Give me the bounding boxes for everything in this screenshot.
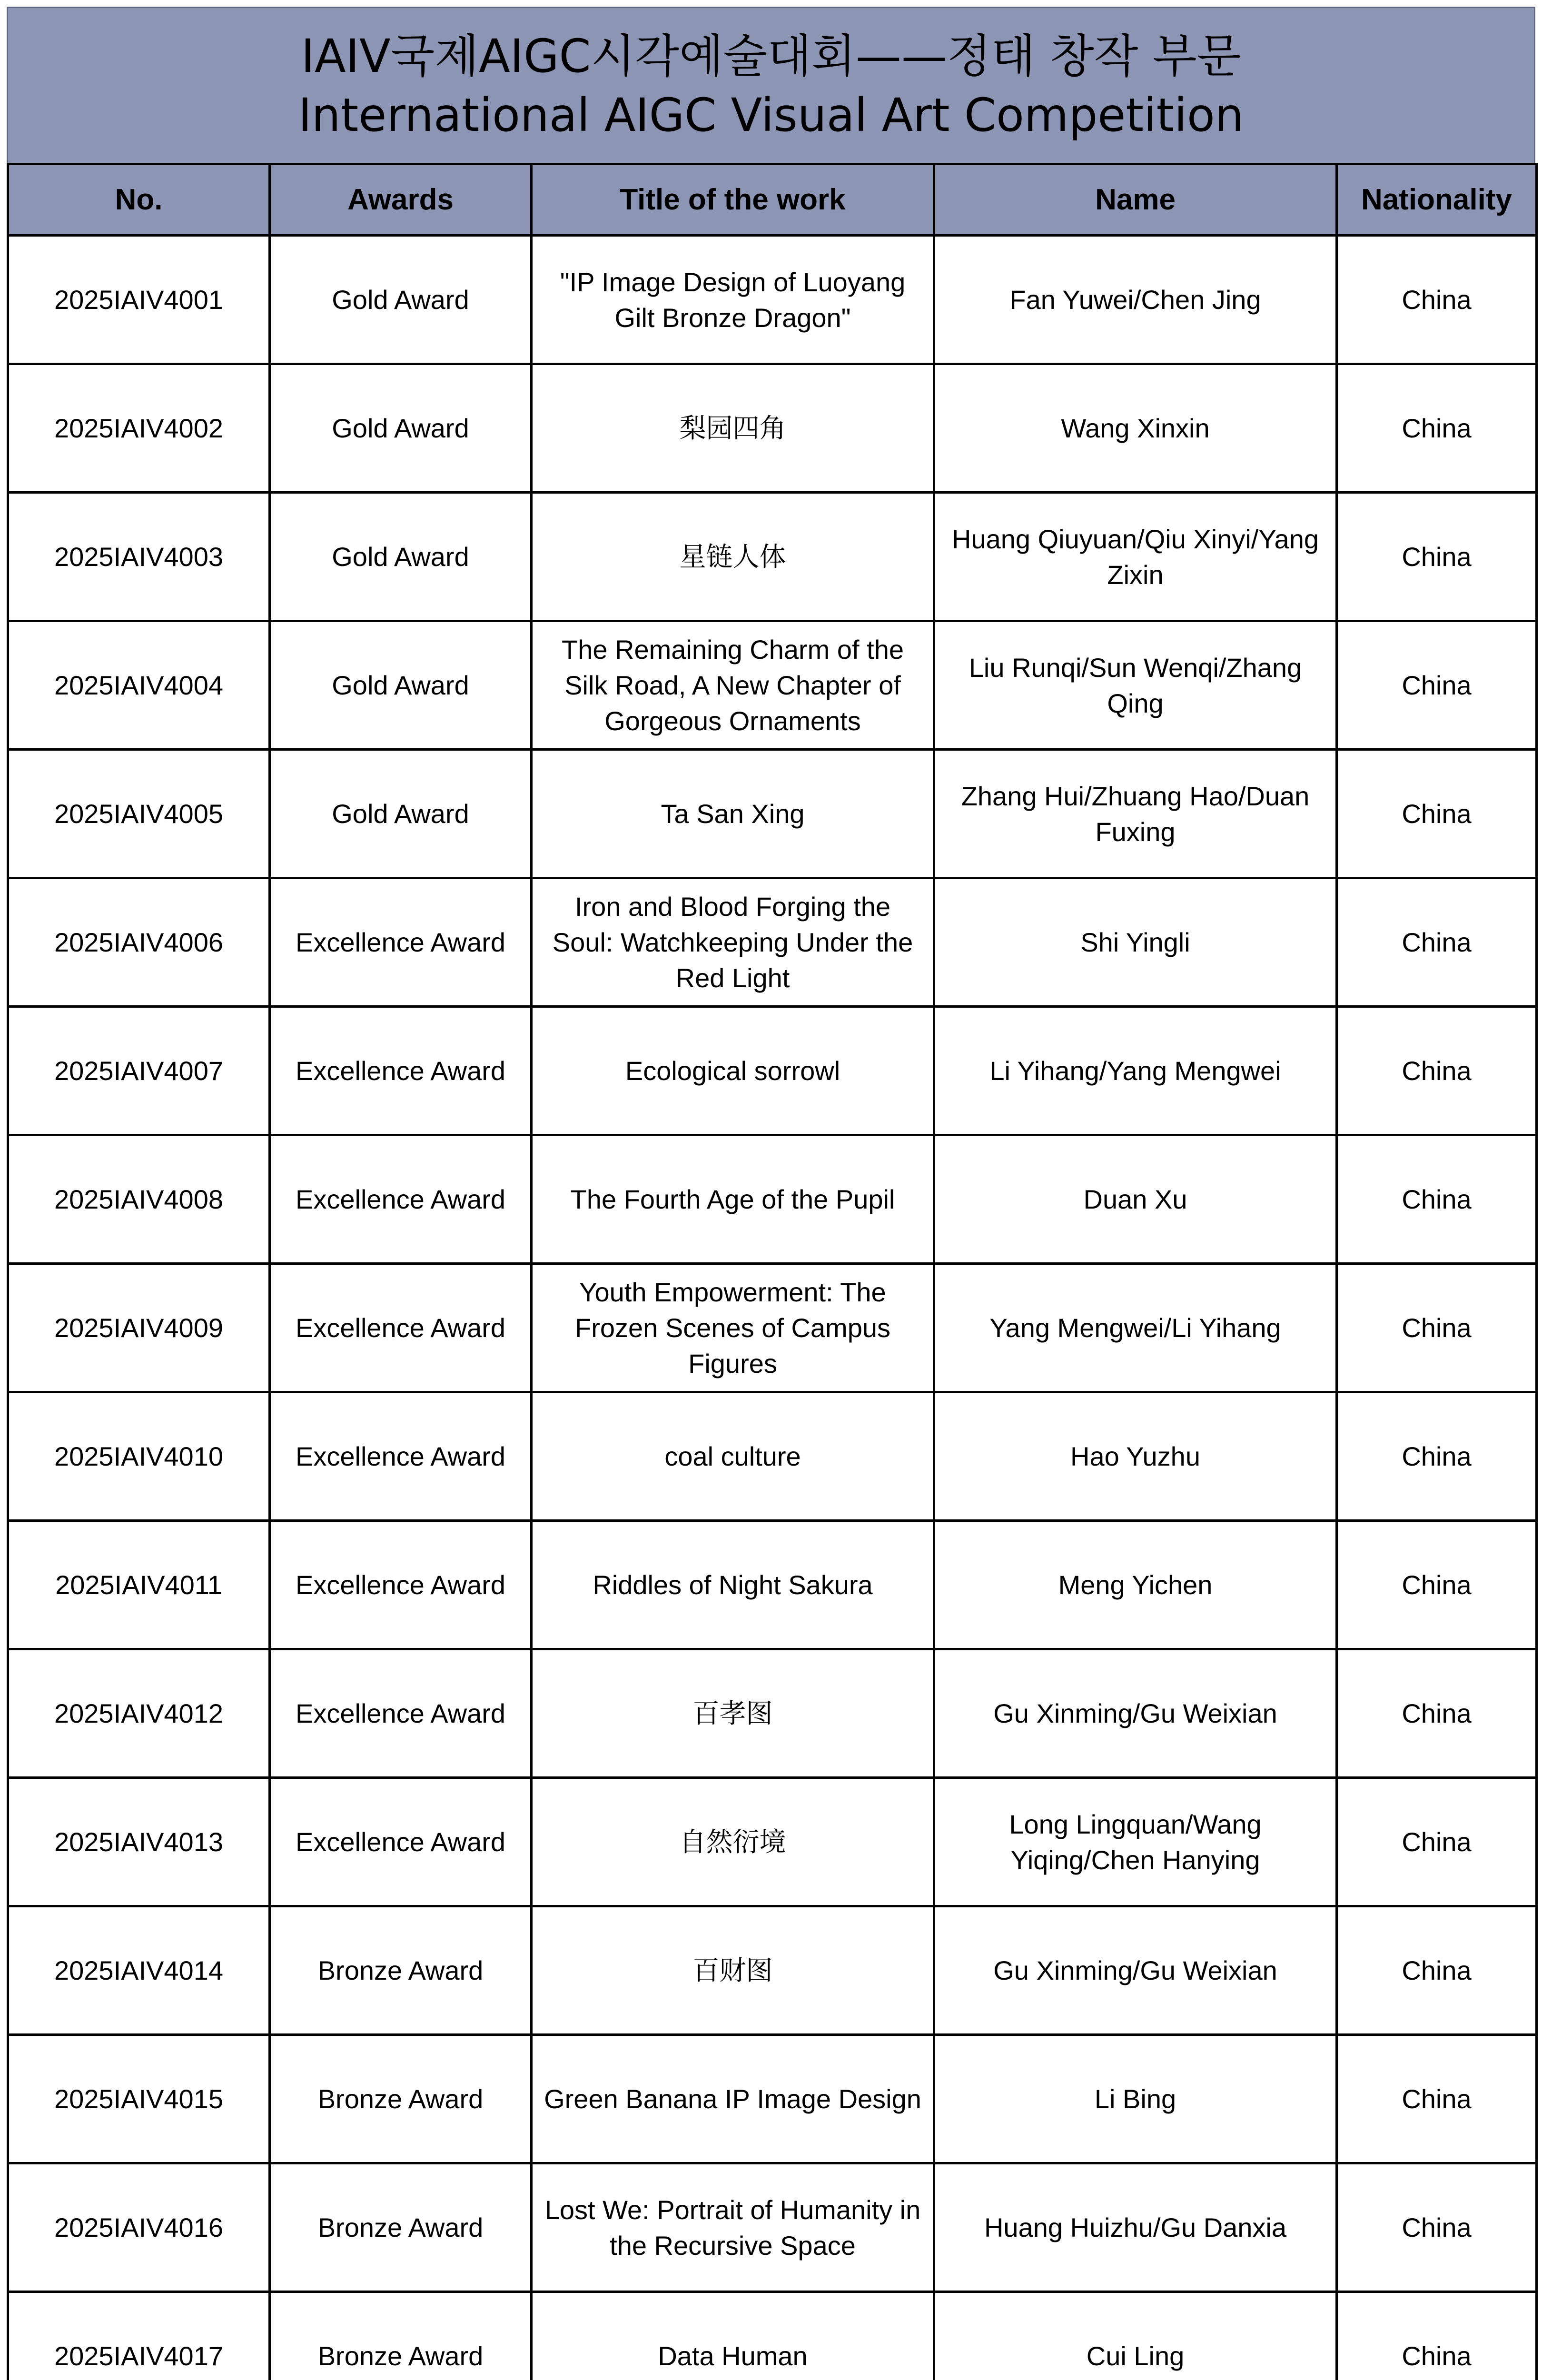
cell-nationality: China [1337,364,1537,493]
cell-name: Gu Xinming/Gu Weixian [934,1906,1337,2035]
table-row [8,1906,1537,2035]
cell-award: Gold Award [270,364,532,493]
cell-title: 梨园四角 [532,364,934,493]
cell-award: Excellence Award [270,1264,532,1392]
cell-title: Ta San Xing [532,750,934,878]
cell-nationality: China [1337,493,1537,621]
cell-name: Fan Yuwei/Chen Jing [934,236,1337,364]
cell-name: Long Lingquan/Wang Yiqing/Chen Hanying [934,1778,1337,1906]
table-row [8,878,1537,1007]
cell-award: Bronze Award [270,2163,532,2292]
cell-title: "IP Image Design of Luoyang Gilt Bronze Dragon" [532,236,934,364]
cell-title: Data Human [532,2292,934,2380]
award-list-page [7,7,1535,2380]
cell-nationality: China [1337,750,1537,878]
cell-no: 2025IAIV4008 [8,1135,270,1264]
column-header-title: Title of the work [532,164,934,236]
table-body [8,236,1537,2380]
cell-title: coal culture [532,1392,934,1521]
cell-nationality: China [1337,1135,1537,1264]
table-row [8,236,1537,364]
cell-name: Liu Runqi/Sun Wenqi/Zhang Qing [934,621,1337,750]
cell-name: Cui Ling [934,2292,1337,2380]
cell-name: Wang Xinxin [934,364,1337,493]
cell-name: Hao Yuzhu [934,1392,1337,1521]
column-header-nationality: Nationality [1337,164,1537,236]
table-row [8,750,1537,878]
cell-title: The Fourth Age of the Pupil [532,1135,934,1264]
cell-nationality: China [1337,878,1537,1007]
cell-no: 2025IAIV4016 [8,2163,270,2292]
cell-name: Meng Yichen [934,1521,1337,1649]
cell-nationality: China [1337,2035,1537,2163]
cell-no: 2025IAIV4006 [8,878,270,1007]
cell-title: 星链人体 [532,493,934,621]
cell-no: 2025IAIV4001 [8,236,270,364]
table-row [8,364,1537,493]
title-english: International AIGC Visual Art Competition [298,88,1244,142]
cell-no: 2025IAIV4010 [8,1392,270,1521]
table-row [8,1264,1537,1392]
cell-title: 百孝图 [532,1649,934,1778]
cell-nationality: China [1337,2292,1537,2380]
cell-award: Excellence Award [270,1135,532,1264]
cell-name: Yang Mengwei/Li Yihang [934,1264,1337,1392]
cell-name: Shi Yingli [934,878,1337,1007]
table-row [8,1649,1537,1778]
table-row [8,621,1537,750]
cell-award: Gold Award [270,621,532,750]
column-header-name: Name [934,164,1337,236]
cell-award: Excellence Award [270,878,532,1007]
cell-no: 2025IAIV4012 [8,1649,270,1778]
cell-no: 2025IAIV4003 [8,493,270,621]
cell-award: Excellence Award [270,1649,532,1778]
cell-title: 自然衍境 [532,1778,934,1906]
results-table [7,163,1538,2380]
table-row [8,1007,1537,1135]
cell-no: 2025IAIV4007 [8,1007,270,1135]
cell-title: Ecological sorrowl [532,1007,934,1135]
cell-no: 2025IAIV4002 [8,364,270,493]
cell-nationality: China [1337,2163,1537,2292]
title-korean: IAIV국제AIGC시각예술대회——정태 창작 부문 [301,29,1241,83]
cell-title: Riddles of Night Sakura [532,1521,934,1649]
cell-no: 2025IAIV4015 [8,2035,270,2163]
cell-no: 2025IAIV4009 [8,1264,270,1392]
cell-nationality: China [1337,1778,1537,1906]
cell-no: 2025IAIV4011 [8,1521,270,1649]
cell-nationality: China [1337,1906,1537,2035]
cell-name: Li Bing [934,2035,1337,2163]
cell-name: Huang Qiuyuan/Qiu Xinyi/Yang Zixin [934,493,1337,621]
cell-nationality: China [1337,236,1537,364]
cell-award: Excellence Award [270,1521,532,1649]
cell-award: Excellence Award [270,1007,532,1135]
cell-nationality: China [1337,1264,1537,1392]
cell-award: Excellence Award [270,1392,532,1521]
table-header [8,164,1537,236]
cell-award: Gold Award [270,236,532,364]
cell-no: 2025IAIV4013 [8,1778,270,1906]
table-row [8,2292,1537,2380]
cell-title: 百财图 [532,1906,934,2035]
table-row [8,493,1537,621]
cell-no: 2025IAIV4014 [8,1906,270,2035]
table-row [8,2163,1537,2292]
table-row [8,1521,1537,1649]
column-header-no: No. [8,164,270,236]
cell-award: Bronze Award [270,2035,532,2163]
cell-name: Huang Huizhu/Gu Danxia [934,2163,1337,2292]
cell-no: 2025IAIV4017 [8,2292,270,2380]
cell-title: The Remaining Charm of the Silk Road, A New Chapter of Gorgeous Ornaments [532,621,934,750]
table-row [8,1392,1537,1521]
table-row [8,1778,1537,1906]
cell-award: Excellence Award [270,1778,532,1906]
cell-title: Green Banana IP Image Design [532,2035,934,2163]
cell-award: Bronze Award [270,2292,532,2380]
cell-nationality: China [1337,621,1537,750]
cell-nationality: China [1337,1521,1537,1649]
cell-nationality: China [1337,1649,1537,1778]
cell-no: 2025IAIV4005 [8,750,270,878]
cell-title: Iron and Blood Forging the Soul: Watchkeeping Under the Red Light [532,878,934,1007]
cell-no: 2025IAIV4004 [8,621,270,750]
cell-nationality: China [1337,1007,1537,1135]
cell-name: Zhang Hui/Zhuang Hao/Duan Fuxing [934,750,1337,878]
column-header-awards: Awards [270,164,532,236]
cell-title: Youth Empowerment: The Frozen Scenes of Campus Figures [532,1264,934,1392]
cell-name: Li Yihang/Yang Mengwei [934,1007,1337,1135]
cell-nationality: China [1337,1392,1537,1521]
header-row [8,164,1537,236]
cell-name: Gu Xinming/Gu Weixian [934,1649,1337,1778]
table-row [8,1135,1537,1264]
title-banner [7,7,1535,163]
cell-award: Gold Award [270,750,532,878]
cell-award: Gold Award [270,493,532,621]
cell-title: Lost We: Portrait of Humanity in the Recursive Space [532,2163,934,2292]
table-row [8,2035,1537,2163]
cell-name: Duan Xu [934,1135,1337,1264]
cell-award: Bronze Award [270,1906,532,2035]
